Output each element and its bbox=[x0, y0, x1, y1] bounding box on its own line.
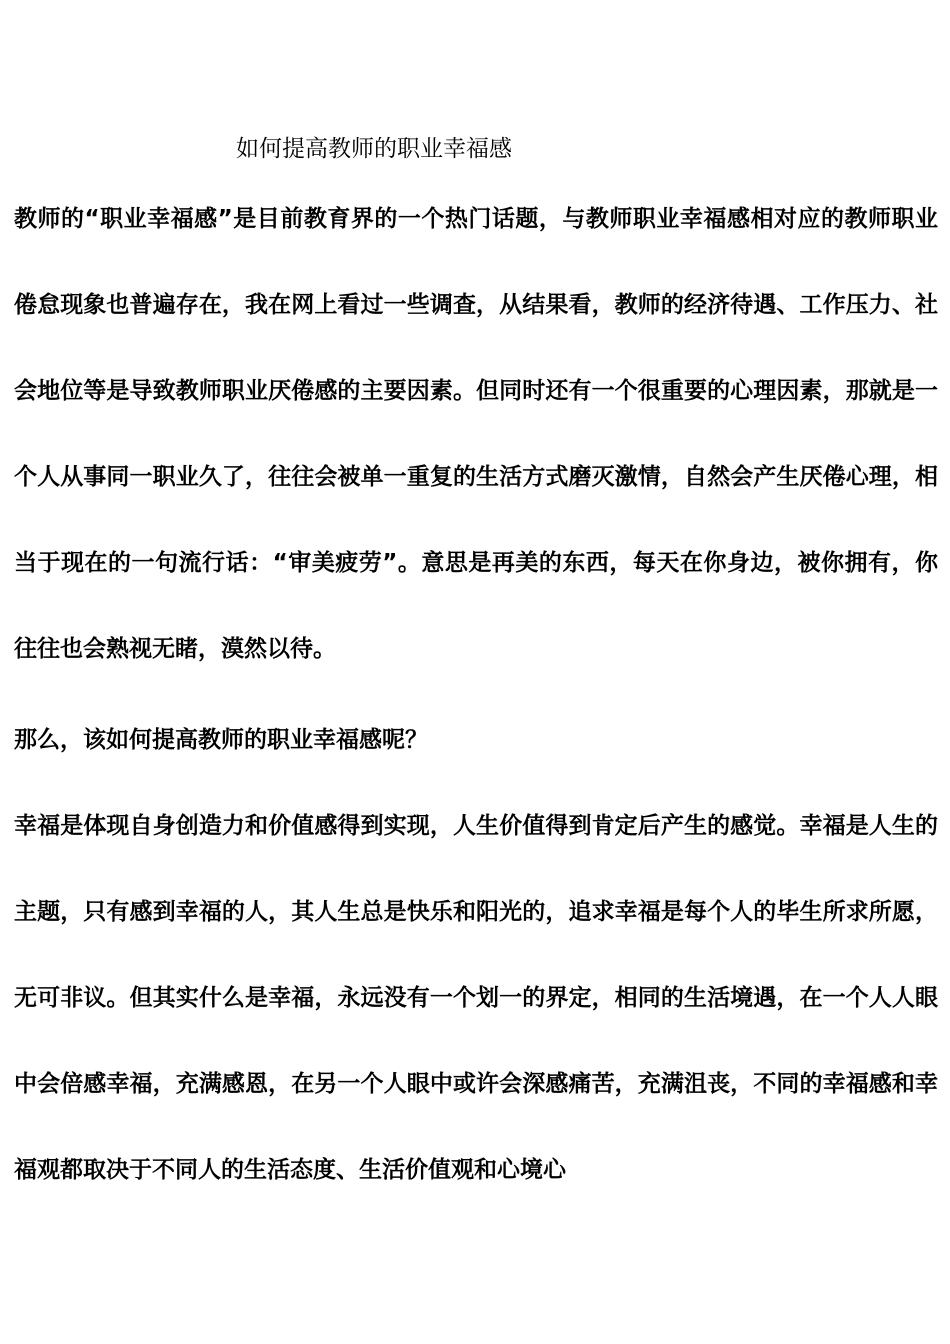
document-title: 如何提高教师的职业幸福感 bbox=[236, 136, 512, 162]
paragraph-intro: 教师的“职业幸福感”是目前教育界的一个热门话题，与教师职业幸福感相对应的教师职业倦怠现象也普遍存在，我在网上看过一些调查，从结果看，教师的经济待遇、工作压力、社会地位等是导致教师职业厌倦感的主要因素。但同时还有一个很重要的心理因素，那就是一个人从事同一职业久了，往往会被单一重复的生活方式磨灭激情，自然会产生厌倦心理，相当于现在的一句流行话：“审美疲劳”。意思是再美的东西，每天在你身边，被你拥有，你往往也会熟视无睹，漠然以待。 bbox=[14, 206, 938, 662]
paragraph-question: 那么，该如何提高教师的职业幸福感呢？ bbox=[14, 727, 428, 753]
paragraph-happiness: 幸福是体现自身创造力和价值感得到实现，人生价值得到肯定后产生的感觉。幸福是人生的主题，只有感到幸福的人，其人生总是快乐和阳光的，追求幸福是每个人的毕生所求所愿，无可非议。但其实什么是幸福，永远没有一个划一的界定，相同的生活境遇，在一个人人眼中会倍感幸福，充满感恩，在另一个人眼中或许会深感痛苦，充满沮丧，不同的幸福感和幸福观都取决于不同人的生活态度、生活价值观和心境心 bbox=[14, 813, 938, 1183]
